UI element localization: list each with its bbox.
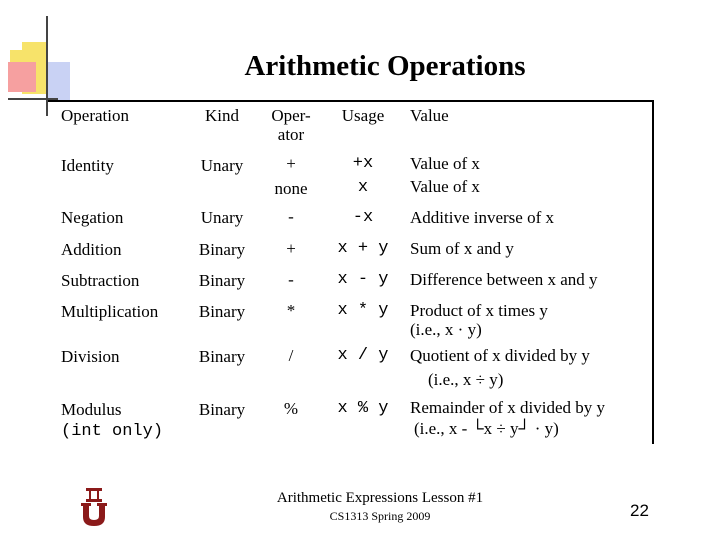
row-negation-operation: Negation (61, 208, 124, 227)
row-subtraction-kind: Binary (198, 271, 246, 290)
row-multiplication-usage: x * y (337, 301, 389, 320)
row-addition-operator: + (286, 239, 296, 258)
row-subtraction-operation: Subtraction (61, 271, 140, 290)
row-identity-operator-alt: none (274, 179, 308, 198)
row-multiplication-value: Product of x times y (410, 301, 548, 320)
row-identity-usage: +x (352, 154, 374, 173)
header-value: Value (410, 106, 449, 125)
row-identity-value: Value of x (410, 154, 480, 173)
row-negation-operator: - (288, 207, 294, 226)
row-division-operator: / (288, 346, 294, 365)
footer-lesson-title: Arithmetic Expressions Lesson #1 (276, 490, 484, 506)
row-addition-operation: Addition (61, 240, 122, 259)
row-modulus-value-note: (i.e., x - └x ÷ y┘ · y) (414, 419, 559, 438)
table-top-rule (48, 100, 654, 102)
row-division-kind: Binary (198, 347, 246, 366)
header-operator-line2: ator (277, 125, 305, 144)
row-identity-operation: Identity (61, 156, 114, 175)
row-subtraction-operator: - (288, 270, 294, 289)
row-multiplication-operator: * (286, 301, 296, 320)
table-right-rule (652, 100, 654, 444)
row-multiplication-value-note: (i.e., x · y) (410, 320, 482, 339)
row-subtraction-usage: x - y (337, 270, 389, 289)
row-identity-value-alt: Value of x (410, 177, 480, 196)
row-addition-usage: x + y (337, 239, 389, 258)
row-identity-usage-alt: x (357, 178, 369, 197)
row-division-operation: Division (61, 347, 120, 366)
row-identity-operator: + (286, 154, 296, 173)
row-identity-kind: Unary (200, 156, 244, 175)
row-addition-kind: Binary (198, 240, 246, 259)
row-addition-value: Sum of x and y (410, 239, 514, 258)
row-division-value: Quotient of x divided by y (410, 346, 590, 365)
row-modulus-kind: Binary (198, 400, 246, 419)
row-negation-value: Additive inverse of x (410, 208, 554, 227)
row-modulus-usage: x % y (337, 399, 389, 418)
row-division-value-note: (i.e., x ÷ y) (428, 370, 504, 389)
ou-logo-icon (77, 485, 111, 527)
footer-course: CS1313 Spring 2009 (329, 509, 431, 523)
row-negation-kind: Unary (200, 208, 244, 227)
row-division-usage: x / y (337, 346, 389, 365)
row-subtraction-value: Difference between x and y (410, 270, 598, 289)
page-number: 22 (630, 501, 649, 520)
slide-title: Arithmetic Operations (244, 50, 526, 82)
row-modulus-value: Remainder of x divided by y (410, 398, 605, 417)
row-modulus-operation-note: (int only) (61, 422, 164, 441)
row-modulus-operation: Modulus (61, 400, 122, 419)
row-negation-usage: -x (352, 208, 374, 227)
header-operator-line1: Oper- (271, 106, 311, 125)
header-usage: Usage (341, 106, 385, 125)
row-multiplication-operation: Multiplication (61, 302, 159, 321)
header-kind: Kind (205, 106, 239, 125)
row-multiplication-kind: Binary (198, 302, 246, 321)
header-operation: Operation (61, 106, 129, 125)
row-modulus-operator: % (283, 399, 299, 418)
